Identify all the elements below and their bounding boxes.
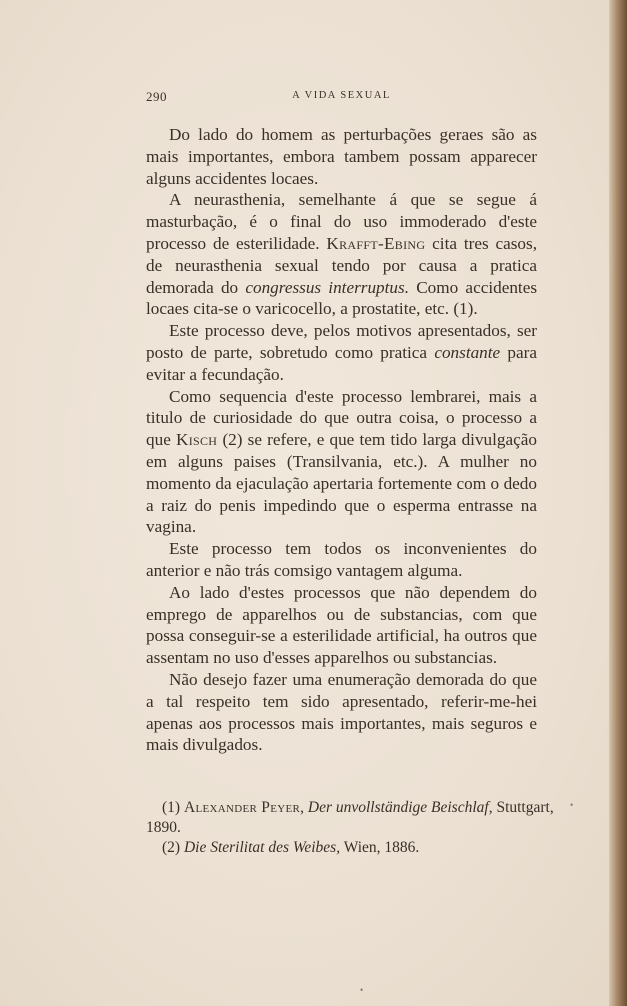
paragraph-6-text: Ao lado d'estes processos que não dependem do emprego de apparelhos ou de substancias, com que possa conseguir-se a esterilidade artificial, ha outros que assentam no uso d'esses apparelhos ou substancias.	[146, 582, 537, 668]
footnote-1-title: Der unvollständige Beischlaf,	[307, 799, 493, 816]
footnote-1-author: Alexander Peyer	[183, 799, 301, 816]
footnote-1-separator: ,	[300, 799, 308, 816]
paragraph-3	[146, 320, 537, 385]
paragraph-2-text-b: cita tres casos, de neurasthenia sexual tendo por causa a pratica demorada do	[146, 233, 538, 297]
paragraph-7	[146, 669, 537, 756]
paragraph-3-text-b: para evitar a fecundação.	[146, 342, 538, 384]
paragraph-1-text: Do lado do homem as perturbações geraes são as mais importantes, embora tambem possam apparecer alguns accidentes locaes.	[146, 125, 537, 188]
page-header	[146, 89, 537, 109]
footnotes	[146, 798, 566, 858]
footnote-1	[146, 798, 566, 838]
paragraph-4-text-a: Como sequencia d'este processo lembrarei, mais a titulo de curiosidade do que outra coisa, o processo a que	[146, 386, 537, 450]
paragraph-6	[146, 582, 537, 669]
author-krafft-ebing: Krafft-Ebing	[326, 233, 426, 253]
paragraph-2-text-c: Como accidentes locaes cita-se o varicocello, a prostatite, etc. (1).	[146, 277, 538, 319]
paragraph-3-text-a: Este processo deve, pelos motivos apresentados, ser posto de parte, sobretudo como pratica	[146, 321, 537, 362]
paragraph-2	[146, 189, 537, 320]
footnote-2-rest: Wien, 1886.	[340, 839, 420, 856]
ink-speck: •	[360, 985, 364, 995]
paragraph-5-text: Este processo tem todos os inconvenientes do anterior e não trás comsigo vantagem alguma.	[146, 539, 537, 580]
paragraph-7-text: Não desejo fazer uma enumeração demorada do que a tal respeito tem sido apresentado, referir-me-hei apenas aos processos mais importantes, mais seguros e mais divulgados.	[146, 669, 537, 755]
paragraph-1	[146, 124, 537, 189]
book-spine-edge	[609, 0, 627, 1006]
paragraph-4-text-b: (2) se refere, e que tem tido larga divulgação em alguns paises (Transilvania, etc.). A mulher no momento da ejaculação apertaria fortemente com o dedo a raiz do penis impedindo que o esperma entrasse na vagina.	[146, 430, 537, 537]
author-kisch: Kisch	[176, 430, 218, 450]
italic-constante: constante	[434, 342, 501, 362]
ink-speck: •	[570, 800, 574, 810]
italic-congressus-interruptus: congressus interruptus.	[245, 277, 410, 297]
footnote-1-rest: Stuttgart, 1890.	[146, 799, 554, 836]
footnote-1-number: (1)	[162, 799, 184, 816]
body-text	[146, 124, 537, 756]
paragraph-2-text-a: A neurasthenia, semelhante á que se segue á masturbação, é o final do uso immoderado d'este processo de esterilidade.	[146, 190, 537, 253]
running-title: A VIDA SEXUAL	[292, 90, 391, 101]
paragraph-5	[146, 538, 537, 582]
footnote-2-title: Die Sterilitat des Weibes,	[183, 839, 341, 856]
paragraph-4	[146, 386, 537, 539]
footnote-2	[146, 838, 566, 858]
page-number: 290	[146, 89, 167, 104]
footnote-2-number: (2)	[162, 839, 184, 856]
